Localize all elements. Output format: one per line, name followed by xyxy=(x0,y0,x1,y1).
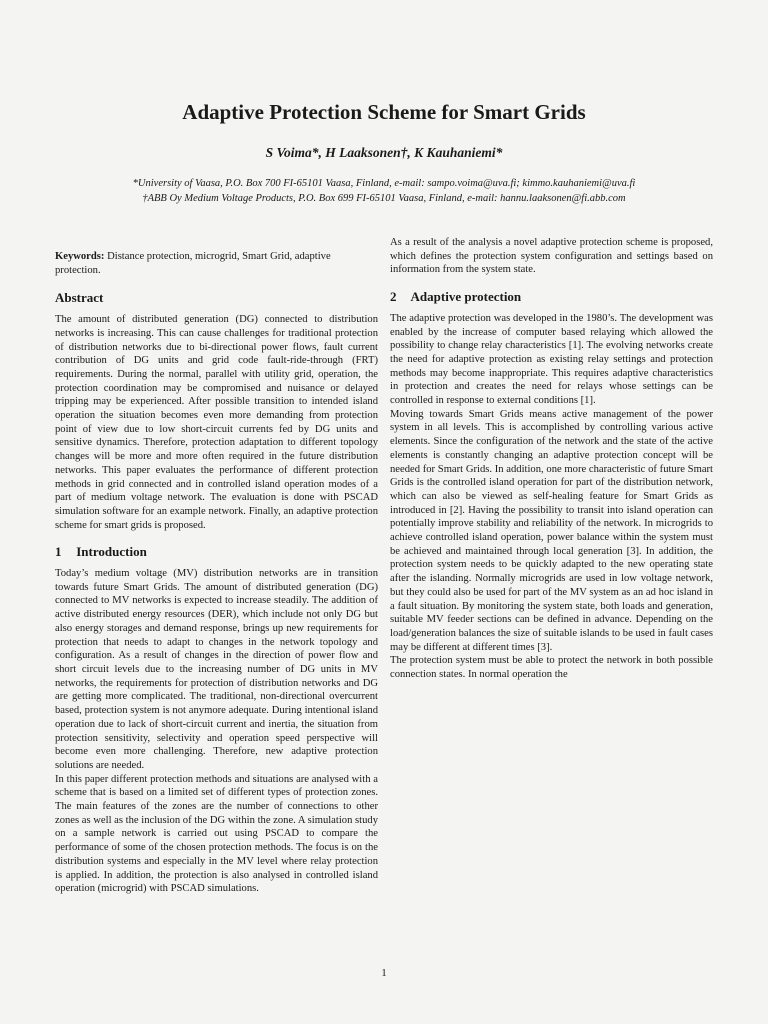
section-1-number: 1 xyxy=(55,544,62,560)
section-2-number: 2 xyxy=(390,289,397,305)
affiliation-2: †ABB Oy Medium Voltage Products, P.O. Box 699 FI-65101 Vaasa, Finland, e-mail: hannu.laaksonen@fi.abb.com xyxy=(142,193,626,204)
section-1-title: Introduction xyxy=(76,544,147,560)
section-2-title: Adaptive protection xyxy=(410,289,522,305)
abstract-text: The amount of distributed generation (DG) connected to distribution networks is increasing. This can cause challenges for traditional protection of distribution networks due to bi-directional power flows, fault current contribution of DG units and grid code fault-ride-through (FRT) requirements. During the normal, parallel with utility grid, operation, the protection coordination may be compromised and nuisance or delayed tripping may be experienced. After possible transition to intended island operation the situation becomes even more demanding from protection point of view due to low short-circuit currents fed by DG units and sensitive dynamics. Therefore, protection adaptation to different topology changes will be more and more often required in the future distribution networks. This paper evaluates the performance of different protection methods in grid connected and in controlled island operation modes of a part of medium voltage network. The evaluation is done with PSCAD simulation software for an example network. Finally, an adaptive protection scheme for smart grids is proposed. xyxy=(55,314,378,531)
section-1-paragraph: Today’s medium voltage (MV) distribution networks are in transition towards future Smart Grids. The amount of distributed generation (DG) connected to MV networks is expected to increase steadily. The addition of active distributed energy resources (DER), which include not only DG but also energy storages and demand response, brings up new requirements for protection that needs to adapt to changes in the network topology and configuration. As a result of changes in the direction of power flow and short circuit levels due to the increasing number of DG units in MV networks, the requirements for protection of distribution networks and DG are getting more complicated. The traditional, non-directional overcurrent based, protection system is not anymore adequate. During intentional island operation due to lack of short-circuit current and inertia, the situation from protection sensitivity, selectivity and operation speed perspective will become even more challenging. Therefore, new adaptive protection solutions are needed. xyxy=(55,568,378,771)
keywords xyxy=(55,250,378,277)
abstract-heading: Abstract xyxy=(55,290,104,306)
paper-title: Adaptive Protection Scheme for Smart Grids xyxy=(182,100,586,124)
section-1-paragraph: As a result of the analysis a novel adaptive protection scheme is proposed, which defines the protection system configuration and settings based on information from the system state. xyxy=(390,237,713,276)
section-1-heading xyxy=(55,545,378,559)
left-column xyxy=(55,250,378,896)
affiliation-1: *University of Vaasa, P.O. Box 700 FI-65101 Vaasa, Finland, e-mail: sampo.voima@uva.fi; kimmo.kauhaniemi@uva.fi xyxy=(132,178,636,189)
section-1-paragraph: In this paper different protection methods and situations are analysed with a scheme that is based on a limited set of different types of protection zones. The main features of the zones are the number of connections to other zones as well as the inclusion of the DG within the zone. A simulation study on a sample network is carried out using PSCAD to compare the performance of some of the chosen protection methods. The focus is on the distribution systems and especially in the MV level where relay protection is applied. In addition, the protection is also analysed in controlled island operation (microgrid) with PSCAD simulations. xyxy=(55,773,378,895)
paper-authors: S Voima*, H Laaksonen†, K Kauhaniemi* xyxy=(265,145,503,160)
page-number: 1 xyxy=(381,967,387,979)
keywords-text: Distance protection, microgrid, Smart Grid, adaptive protection. xyxy=(55,251,331,276)
right-column xyxy=(390,236,713,682)
section-2-paragraph: Moving towards Smart Grids means active management of the power system in all levels. This is accomplished by controlling various active elements. Since the configuration of the network and the state of the active elements is constantly changing an adaptive protection concept will be needed for Smart Grids. In addition, one more characteristic of future Smart Grids is the controlled island operation for part of the distribution network, which can also be viewed as self-healing feature for Smart Grids as introduced in [2]. Having the possibility to transit into island operation can potentially improve stability and reliability of the network. In microgrids to achieve controlled island operation, power balance within the system must be achieved and maintained through local generation [3]. In addition, the protection system needs to be quickly adapted to the new operating state after the islanding. Normally microgrids are used in low voltage network, but they could also be used for part of the MV system as an ad hoc island in a fault situation. By monitoring the system state, both loads and generation, suitable MV feeder sections can be defined in advance. Depending on the load/generation balances the size of suitable islands to be used in fault cases may be different at different times [3]. xyxy=(390,408,713,653)
section-2-paragraph: The adaptive protection was developed in the 1980’s. The development was enabled by the increase of computer based relaying which allowed the possibility to change relay characteristics [1]. The evolving networks create the need for adaptive protection as existing relay settings and protection methods may become inappropriate. This requires adaptive characteristics in protection and creates the need for relays whose settings can be controlled in response to external conditions [1]. xyxy=(390,312,713,407)
keywords-label: Keywords: xyxy=(55,251,105,262)
section-2-paragraph: The protection system must be able to protect the network in both possible connection states. In normal operation the xyxy=(390,655,713,681)
section-2-heading xyxy=(390,290,713,304)
